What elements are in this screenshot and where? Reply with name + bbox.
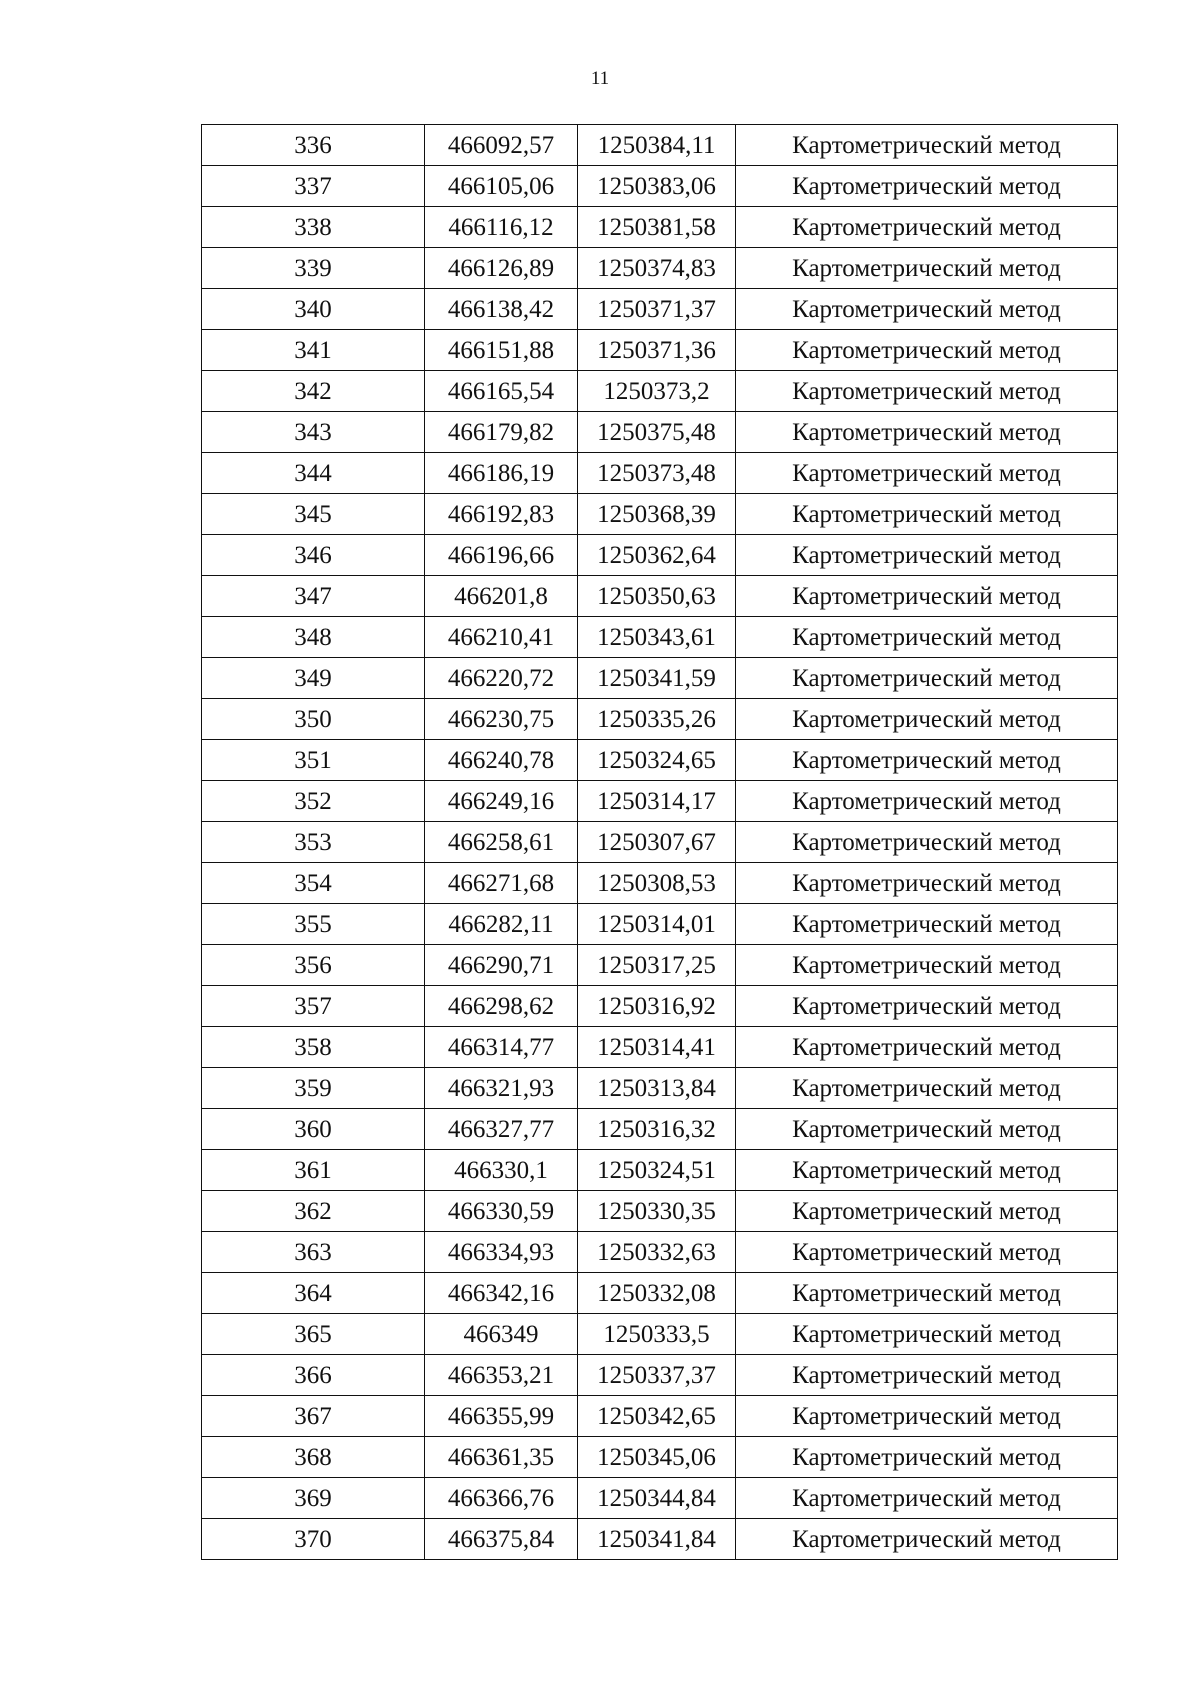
y-coordinate-cell: 1250368,39 xyxy=(578,494,736,535)
method-cell: Картометрический метод xyxy=(736,781,1118,822)
table-row xyxy=(202,330,1118,371)
method-cell: Картометрический метод xyxy=(736,904,1118,945)
table-row xyxy=(202,494,1118,535)
x-coordinate-cell: 466092,57 xyxy=(425,125,578,166)
table-row xyxy=(202,535,1118,576)
x-coordinate-cell: 466355,99 xyxy=(425,1396,578,1437)
x-coordinate-cell: 466258,61 xyxy=(425,822,578,863)
method-cell: Картометрический метод xyxy=(736,166,1118,207)
coordinates-table xyxy=(201,124,1118,1560)
table-row xyxy=(202,453,1118,494)
x-coordinate-cell: 466165,54 xyxy=(425,371,578,412)
table-row xyxy=(202,986,1118,1027)
x-coordinate-cell: 466353,21 xyxy=(425,1355,578,1396)
y-coordinate-cell: 1250341,59 xyxy=(578,658,736,699)
table-row xyxy=(202,576,1118,617)
y-coordinate-cell: 1250381,58 xyxy=(578,207,736,248)
y-coordinate-cell: 1250308,53 xyxy=(578,863,736,904)
method-cell: Картометрический метод xyxy=(736,1396,1118,1437)
x-coordinate-cell: 466290,71 xyxy=(425,945,578,986)
method-cell: Картометрический метод xyxy=(736,289,1118,330)
x-coordinate-cell: 466138,42 xyxy=(425,289,578,330)
y-coordinate-cell: 1250332,63 xyxy=(578,1232,736,1273)
table-row xyxy=(202,781,1118,822)
point-number-cell: 346 xyxy=(202,535,425,576)
method-cell: Картометрический метод xyxy=(736,207,1118,248)
point-number-cell: 342 xyxy=(202,371,425,412)
table-row xyxy=(202,1109,1118,1150)
point-number-cell: 341 xyxy=(202,330,425,371)
x-coordinate-cell: 466298,62 xyxy=(425,986,578,1027)
method-cell: Картометрический метод xyxy=(736,535,1118,576)
y-coordinate-cell: 1250383,06 xyxy=(578,166,736,207)
point-number-cell: 360 xyxy=(202,1109,425,1150)
table-row xyxy=(202,1478,1118,1519)
point-number-cell: 366 xyxy=(202,1355,425,1396)
method-cell: Картометрический метод xyxy=(736,125,1118,166)
y-coordinate-cell: 1250362,64 xyxy=(578,535,736,576)
method-cell: Картометрический метод xyxy=(736,1191,1118,1232)
y-coordinate-cell: 1250350,63 xyxy=(578,576,736,617)
point-number-cell: 354 xyxy=(202,863,425,904)
table-row xyxy=(202,1150,1118,1191)
x-coordinate-cell: 466196,66 xyxy=(425,535,578,576)
point-number-cell: 355 xyxy=(202,904,425,945)
y-coordinate-cell: 1250314,41 xyxy=(578,1027,736,1068)
method-cell: Картометрический метод xyxy=(736,1027,1118,1068)
y-coordinate-cell: 1250371,36 xyxy=(578,330,736,371)
x-coordinate-cell: 466334,93 xyxy=(425,1232,578,1273)
method-cell: Картометрический метод xyxy=(736,371,1118,412)
point-number-cell: 356 xyxy=(202,945,425,986)
method-cell: Картометрический метод xyxy=(736,1150,1118,1191)
y-coordinate-cell: 1250342,65 xyxy=(578,1396,736,1437)
x-coordinate-cell: 466186,19 xyxy=(425,453,578,494)
point-number-cell: 352 xyxy=(202,781,425,822)
method-cell: Картометрический метод xyxy=(736,248,1118,289)
point-number-cell: 364 xyxy=(202,1273,425,1314)
method-cell: Картометрический метод xyxy=(736,863,1118,904)
table-row xyxy=(202,699,1118,740)
y-coordinate-cell: 1250375,48 xyxy=(578,412,736,453)
y-coordinate-cell: 1250345,06 xyxy=(578,1437,736,1478)
y-coordinate-cell: 1250337,37 xyxy=(578,1355,736,1396)
point-number-cell: 344 xyxy=(202,453,425,494)
method-cell: Картометрический метод xyxy=(736,986,1118,1027)
y-coordinate-cell: 1250330,35 xyxy=(578,1191,736,1232)
table-row xyxy=(202,1396,1118,1437)
point-number-cell: 343 xyxy=(202,412,425,453)
method-cell: Картометрический метод xyxy=(736,453,1118,494)
y-coordinate-cell: 1250374,83 xyxy=(578,248,736,289)
table-row xyxy=(202,1068,1118,1109)
x-coordinate-cell: 466192,83 xyxy=(425,494,578,535)
y-coordinate-cell: 1250316,92 xyxy=(578,986,736,1027)
method-cell: Картометрический метод xyxy=(736,1437,1118,1478)
point-number-cell: 358 xyxy=(202,1027,425,1068)
table-row xyxy=(202,1027,1118,1068)
y-coordinate-cell: 1250343,61 xyxy=(578,617,736,658)
x-coordinate-cell: 466151,88 xyxy=(425,330,578,371)
coordinates-table-body xyxy=(202,125,1118,1560)
table-row xyxy=(202,1191,1118,1232)
table-row xyxy=(202,1355,1118,1396)
method-cell: Картометрический метод xyxy=(736,658,1118,699)
point-number-cell: 369 xyxy=(202,1478,425,1519)
method-cell: Картометрический метод xyxy=(736,1478,1118,1519)
method-cell: Картометрический метод xyxy=(736,1519,1118,1560)
method-cell: Картометрический метод xyxy=(736,822,1118,863)
y-coordinate-cell: 1250332,08 xyxy=(578,1273,736,1314)
table-row xyxy=(202,822,1118,863)
x-coordinate-cell: 466126,89 xyxy=(425,248,578,289)
y-coordinate-cell: 1250314,17 xyxy=(578,781,736,822)
point-number-cell: 368 xyxy=(202,1437,425,1478)
y-coordinate-cell: 1250371,37 xyxy=(578,289,736,330)
y-coordinate-cell: 1250314,01 xyxy=(578,904,736,945)
point-number-cell: 340 xyxy=(202,289,425,330)
x-coordinate-cell: 466349 xyxy=(425,1314,578,1355)
x-coordinate-cell: 466321,93 xyxy=(425,1068,578,1109)
page-number: 11 xyxy=(590,68,610,89)
x-coordinate-cell: 466366,76 xyxy=(425,1478,578,1519)
x-coordinate-cell: 466330,1 xyxy=(425,1150,578,1191)
x-coordinate-cell: 466249,16 xyxy=(425,781,578,822)
point-number-cell: 336 xyxy=(202,125,425,166)
point-number-cell: 365 xyxy=(202,1314,425,1355)
method-cell: Картометрический метод xyxy=(736,494,1118,535)
method-cell: Картометрический метод xyxy=(736,1068,1118,1109)
table-row xyxy=(202,289,1118,330)
y-coordinate-cell: 1250344,84 xyxy=(578,1478,736,1519)
x-coordinate-cell: 466330,59 xyxy=(425,1191,578,1232)
x-coordinate-cell: 466220,72 xyxy=(425,658,578,699)
point-number-cell: 338 xyxy=(202,207,425,248)
point-number-cell: 348 xyxy=(202,617,425,658)
x-coordinate-cell: 466314,77 xyxy=(425,1027,578,1068)
y-coordinate-cell: 1250341,84 xyxy=(578,1519,736,1560)
y-coordinate-cell: 1250335,26 xyxy=(578,699,736,740)
table-row xyxy=(202,207,1118,248)
y-coordinate-cell: 1250324,65 xyxy=(578,740,736,781)
method-cell: Картометрический метод xyxy=(736,945,1118,986)
table-row xyxy=(202,371,1118,412)
table-row xyxy=(202,1232,1118,1273)
x-coordinate-cell: 466361,35 xyxy=(425,1437,578,1478)
point-number-cell: 370 xyxy=(202,1519,425,1560)
method-cell: Картометрический метод xyxy=(736,1109,1118,1150)
point-number-cell: 345 xyxy=(202,494,425,535)
point-number-cell: 337 xyxy=(202,166,425,207)
y-coordinate-cell: 1250373,2 xyxy=(578,371,736,412)
x-coordinate-cell: 466116,12 xyxy=(425,207,578,248)
table-row xyxy=(202,617,1118,658)
point-number-cell: 349 xyxy=(202,658,425,699)
y-coordinate-cell: 1250324,51 xyxy=(578,1150,736,1191)
x-coordinate-cell: 466230,75 xyxy=(425,699,578,740)
table-row xyxy=(202,248,1118,289)
x-coordinate-cell: 466271,68 xyxy=(425,863,578,904)
x-coordinate-cell: 466201,8 xyxy=(425,576,578,617)
point-number-cell: 347 xyxy=(202,576,425,617)
method-cell: Картометрический метод xyxy=(736,1355,1118,1396)
x-coordinate-cell: 466282,11 xyxy=(425,904,578,945)
y-coordinate-cell: 1250333,5 xyxy=(578,1314,736,1355)
y-coordinate-cell: 1250373,48 xyxy=(578,453,736,494)
point-number-cell: 353 xyxy=(202,822,425,863)
method-cell: Картометрический метод xyxy=(736,330,1118,371)
x-coordinate-cell: 466342,16 xyxy=(425,1273,578,1314)
table-row xyxy=(202,1273,1118,1314)
y-coordinate-cell: 1250317,25 xyxy=(578,945,736,986)
y-coordinate-cell: 1250307,67 xyxy=(578,822,736,863)
point-number-cell: 350 xyxy=(202,699,425,740)
y-coordinate-cell: 1250313,84 xyxy=(578,1068,736,1109)
x-coordinate-cell: 466375,84 xyxy=(425,1519,578,1560)
x-coordinate-cell: 466179,82 xyxy=(425,412,578,453)
method-cell: Картометрический метод xyxy=(736,1273,1118,1314)
x-coordinate-cell: 466327,77 xyxy=(425,1109,578,1150)
method-cell: Картометрический метод xyxy=(736,1232,1118,1273)
point-number-cell: 363 xyxy=(202,1232,425,1273)
table-row xyxy=(202,1519,1118,1560)
table-row xyxy=(202,863,1118,904)
table-row xyxy=(202,740,1118,781)
x-coordinate-cell: 466105,06 xyxy=(425,166,578,207)
y-coordinate-cell: 1250316,32 xyxy=(578,1109,736,1150)
method-cell: Картометрический метод xyxy=(736,576,1118,617)
y-coordinate-cell: 1250384,11 xyxy=(578,125,736,166)
point-number-cell: 367 xyxy=(202,1396,425,1437)
point-number-cell: 339 xyxy=(202,248,425,289)
table-row xyxy=(202,904,1118,945)
point-number-cell: 357 xyxy=(202,986,425,1027)
point-number-cell: 359 xyxy=(202,1068,425,1109)
method-cell: Картометрический метод xyxy=(736,617,1118,658)
x-coordinate-cell: 466240,78 xyxy=(425,740,578,781)
method-cell: Картометрический метод xyxy=(736,740,1118,781)
table-row xyxy=(202,945,1118,986)
table-row xyxy=(202,658,1118,699)
method-cell: Картометрический метод xyxy=(736,412,1118,453)
x-coordinate-cell: 466210,41 xyxy=(425,617,578,658)
point-number-cell: 362 xyxy=(202,1191,425,1232)
method-cell: Картометрический метод xyxy=(736,1314,1118,1355)
table-row xyxy=(202,1314,1118,1355)
method-cell: Картометрический метод xyxy=(736,699,1118,740)
table-row xyxy=(202,1437,1118,1478)
point-number-cell: 361 xyxy=(202,1150,425,1191)
table-row xyxy=(202,125,1118,166)
table-row xyxy=(202,166,1118,207)
table-row xyxy=(202,412,1118,453)
point-number-cell: 351 xyxy=(202,740,425,781)
